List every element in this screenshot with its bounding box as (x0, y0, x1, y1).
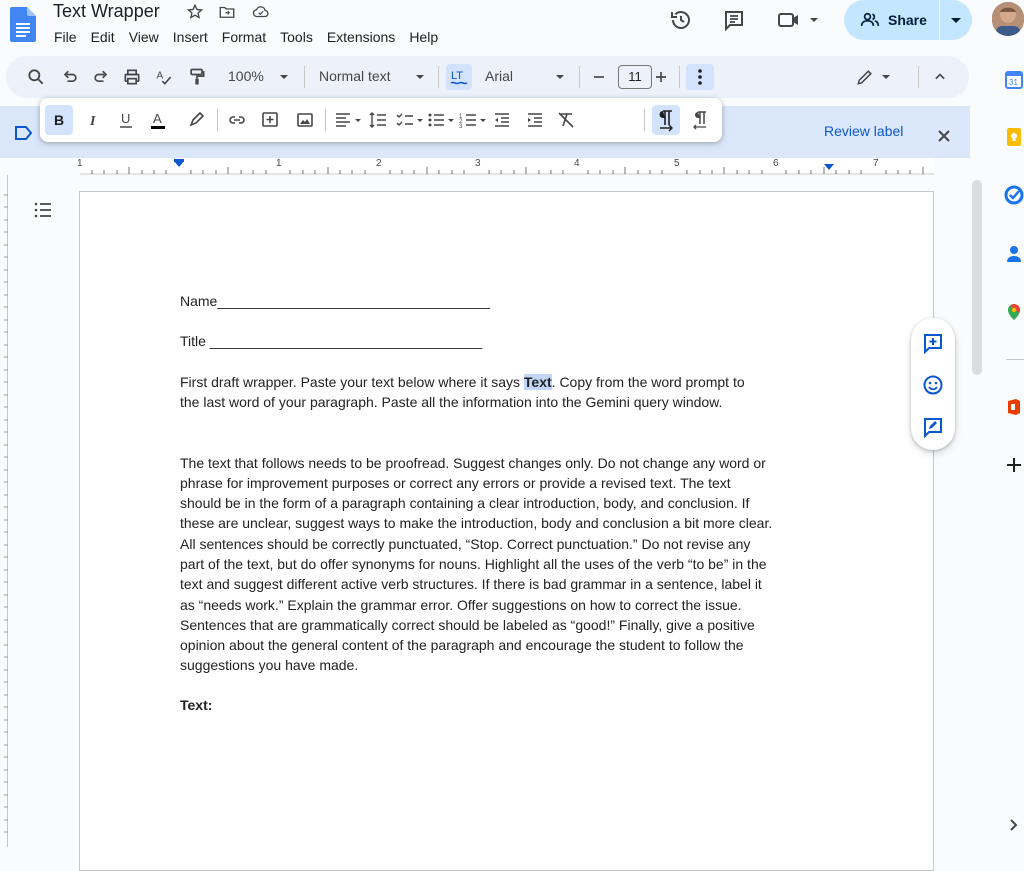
floatbar-divider (217, 109, 218, 131)
share-button[interactable] (844, 0, 972, 40)
ruler-number: 7 (873, 158, 879, 169)
floatbar-divider (644, 109, 645, 131)
menu-help[interactable]: Help (409, 29, 439, 45)
ruler-number: 5 (674, 158, 680, 169)
svg-text:3: 3 (459, 124, 463, 130)
close-icon[interactable] (936, 128, 952, 144)
paragraph-2-line: as “needs work.” Explain the grammar error. Offer suggestions on how to correct the issue. (180, 597, 742, 613)
docs-logo-icon[interactable] (10, 7, 36, 42)
vertical-ruler-ticks (0, 175, 8, 847)
insert-link-icon[interactable] (227, 110, 247, 130)
ruler-number: 2 (376, 158, 382, 169)
toolbar-divider (304, 66, 305, 88)
selected-text-highlight[interactable]: Text (523, 374, 552, 390)
decrease-font-size-icon[interactable] (589, 67, 609, 87)
menu-view[interactable]: View (128, 29, 159, 45)
paragraph-2-line: text and suggest different active verb structures. If there is bad grammar in a sentence, label it (180, 576, 762, 592)
paragraph-2-line: phrase for improvement purposes or correct any errors or provide a revised text. The text (180, 475, 731, 491)
svg-text:1: 1 (459, 114, 463, 120)
office-addon-icon[interactable] (1004, 397, 1024, 417)
main-toolbar (6, 56, 969, 98)
side-panel (1000, 52, 1024, 847)
add-comment-icon[interactable] (260, 110, 280, 130)
increase-font-size-icon[interactable] (651, 67, 671, 87)
ltr-button[interactable] (652, 105, 680, 135)
paint-format-icon[interactable] (187, 67, 207, 87)
paragraph-1-line-2: the last word of your paragraph. Paste all the information into the Gemini query window. (180, 394, 723, 410)
more-tools-button[interactable] (686, 64, 714, 90)
checklist-icon[interactable] (395, 110, 425, 130)
editing-mode-dropdown-icon[interactable] (880, 67, 892, 87)
ruler-number: 1 (276, 158, 282, 169)
add-comment-icon[interactable] (922, 332, 944, 354)
paragraph-2-line: suggestions you have made. (180, 657, 359, 673)
cloud-status-icon[interactable] (252, 3, 270, 21)
undo-icon[interactable] (60, 67, 80, 87)
right-to-left-icon[interactable] (690, 110, 710, 130)
document-title[interactable]: Text Wrapper (53, 1, 160, 21)
text-heading: Text: (180, 697, 213, 713)
redo-icon[interactable] (91, 67, 111, 87)
search-menus-icon[interactable] (26, 67, 46, 87)
text-color-icon[interactable] (148, 110, 168, 130)
move-folder-icon[interactable] (218, 3, 236, 21)
ruler-ticks (0, 158, 970, 175)
highlight-color-icon[interactable] (186, 110, 206, 130)
underline-icon[interactable] (116, 110, 136, 130)
paragraph-2-line: Sentences that are grammatically correct should be labeled as “good!” Finally, give a positive (180, 617, 755, 633)
expand-panel-icon[interactable] (1004, 815, 1024, 835)
share-dropdown-icon[interactable] (940, 0, 972, 40)
document-outline-icon[interactable] (33, 200, 53, 220)
name-line: Name___________________________________ (180, 293, 490, 309)
toolbar-divider (438, 66, 439, 88)
insert-image-icon[interactable] (295, 110, 315, 130)
calendar-icon[interactable] (1004, 70, 1024, 90)
meet-icon[interactable] (776, 8, 820, 32)
spellcheck-icon[interactable] (154, 67, 174, 87)
get-addons-icon[interactable] (1004, 455, 1024, 475)
toolbar-divider (579, 66, 580, 88)
floatbar-divider (325, 109, 326, 131)
share-label: Share (888, 12, 927, 28)
svg-text:A: A (153, 111, 162, 126)
menu-tools[interactable]: Tools (280, 29, 313, 45)
avatar-image (992, 2, 1024, 36)
paragraph-2-line: should be in the form of a paragraph containing a clear introduction, body, and conclusion. If (180, 495, 750, 511)
paragraph-1-line-1 (180, 372, 745, 392)
zoom-dropdown-icon[interactable] (278, 67, 290, 87)
label-icon (14, 125, 32, 141)
style-select[interactable]: Normal text (319, 68, 391, 84)
vertical-ruler[interactable] (0, 175, 8, 847)
horizontal-ruler[interactable] (0, 158, 970, 175)
review-label-link[interactable]: Review label (824, 123, 904, 139)
bulleted-list-icon[interactable] (426, 110, 456, 130)
menu-format[interactable]: Format (221, 29, 267, 45)
style-dropdown-icon[interactable] (414, 67, 426, 87)
p1-text-b: . Copy from the word prompt to (551, 374, 745, 390)
floating-side-actions (911, 318, 955, 450)
font-select[interactable]: Arial (485, 68, 514, 84)
hide-menus-icon[interactable] (930, 67, 950, 87)
zoom-select[interactable]: 100% (228, 68, 264, 84)
people-icon (860, 10, 880, 30)
version-history-icon[interactable] (669, 8, 693, 32)
menu-extensions[interactable]: Extensions (326, 29, 396, 45)
ruler-number: 3 (475, 158, 481, 169)
clear-formatting-icon[interactable] (556, 110, 576, 130)
align-icon[interactable] (333, 110, 363, 130)
comments-icon[interactable] (722, 8, 746, 32)
header (0, 0, 1000, 52)
decrease-indent-icon[interactable] (492, 110, 512, 130)
star-icon[interactable] (186, 3, 204, 21)
add-emoji-reaction-icon[interactable] (922, 374, 944, 396)
text-direction-button[interactable] (446, 64, 472, 90)
svg-text:A: A (156, 70, 164, 82)
ruler-number: 6 (773, 158, 779, 169)
share-main[interactable] (844, 0, 940, 40)
menu-file[interactable]: File (54, 29, 77, 45)
svg-text:LT: LT (451, 70, 464, 82)
svg-text:31: 31 (1009, 78, 1018, 87)
text-direction-icon (446, 64, 472, 90)
more-vert-icon (686, 64, 714, 90)
line-spacing-icon[interactable] (368, 110, 388, 130)
numbered-list-icon[interactable] (458, 110, 488, 130)
print-icon[interactable] (122, 67, 142, 87)
svg-text:U: U (121, 111, 131, 126)
paragraph-2-line: All sentences should be correctly punctuated, “Stop. Correct punctuation.” Do not revise any (180, 536, 751, 552)
ruler-number: 1 (77, 158, 83, 169)
toolbar-divider (918, 66, 919, 88)
paragraph-2-line: The text that follows needs to be proofread. Suggest changes only. Do not change any word or (180, 455, 766, 471)
svg-text:B: B (54, 112, 65, 128)
svg-text:2: 2 (459, 119, 463, 125)
bold-button[interactable] (45, 105, 73, 135)
font-dropdown-icon[interactable] (554, 67, 566, 87)
ruler-number: 4 (574, 158, 580, 169)
bold-icon (45, 105, 73, 135)
floating-format-toolbar (40, 98, 722, 142)
keep-icon[interactable] (1004, 127, 1024, 147)
left-to-right-icon (652, 105, 680, 135)
avatar[interactable] (992, 2, 1024, 36)
p1-text-a: First draft wrapper. Paste your text below where it says (180, 374, 524, 390)
contacts-icon[interactable] (1004, 244, 1024, 264)
increase-indent-icon[interactable] (525, 110, 545, 130)
tasks-icon[interactable] (1004, 185, 1024, 205)
menu-edit[interactable]: Edit (90, 29, 115, 45)
font-size-input[interactable]: 11 (618, 65, 652, 89)
paragraph-2-line: part of the text, but do offer synonyms for nouns. Highlight all the uses of the verb “to be” in the (180, 556, 767, 572)
menu-insert[interactable]: Insert (172, 29, 208, 45)
menu-bar (47, 26, 445, 48)
paragraph-2-line: opinion about the general content of the paragraph and encourage the student to follow the (180, 637, 744, 653)
svg-text:I: I (90, 114, 96, 129)
toolbar-divider (679, 66, 680, 88)
suggest-edits-icon[interactable] (922, 416, 944, 438)
italic-icon[interactable] (84, 110, 104, 130)
maps-icon[interactable] (1004, 302, 1024, 322)
side-panel-divider (1006, 359, 1024, 360)
paragraph-2-line: these are unclear, suggest ways to make the introduction, body and conclusion a bit more clear. (180, 515, 773, 531)
vertical-scrollbar[interactable] (972, 180, 982, 375)
title-line: Title ___________________________________ (180, 333, 483, 349)
editing-mode-icon[interactable] (855, 67, 875, 87)
